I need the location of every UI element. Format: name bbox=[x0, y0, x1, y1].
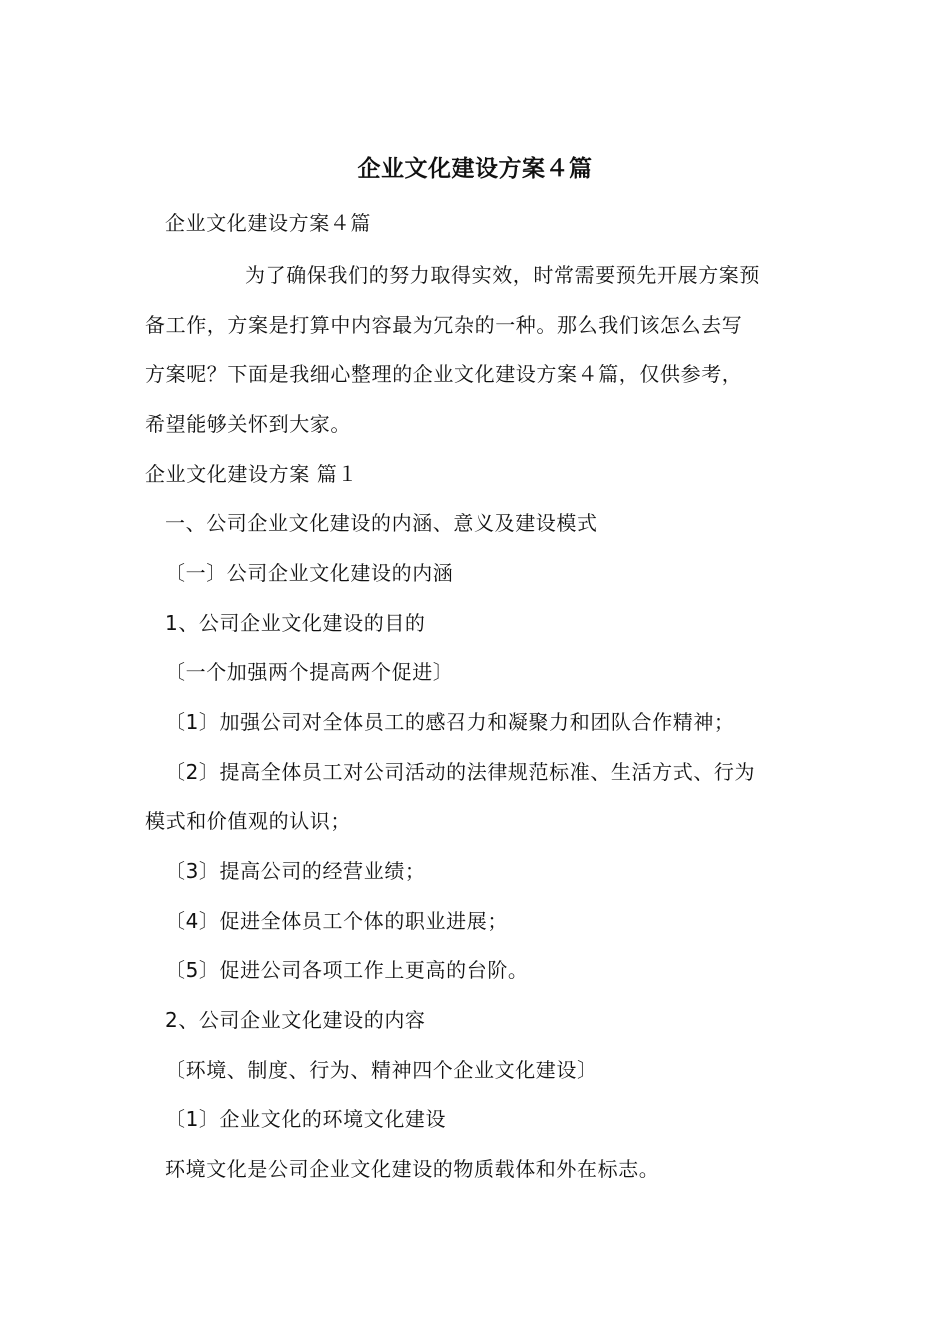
document-title: 企业文化建设方案４篇 bbox=[357, 156, 593, 182]
list-item: 〔1〕企业文化的环境文化建设 bbox=[165, 1107, 447, 1131]
list-item: 〔4〕促进全体员工个体的职业进展； bbox=[165, 909, 508, 933]
list-item: 〔3〕提高公司的经营业绩； bbox=[165, 859, 426, 883]
section-heading: 企业文化建设方案 篇１ bbox=[145, 462, 358, 486]
subtitle-line: 企业文化建设方案４篇 bbox=[165, 211, 371, 235]
list-item: 〔1〕加强公司对全体员工的感召力和凝聚力和团队合作精神； bbox=[165, 710, 735, 734]
heading-level-2: 〔一〕公司企业文化建设的内涵 bbox=[165, 561, 454, 585]
list-item: 〔5〕促进公司各项工作上更高的台阶。 bbox=[165, 958, 529, 982]
heading-level-1: 一、公司企业文化建设的内涵、意义及建设模式 bbox=[165, 511, 598, 535]
heading-level-3: 1、公司企业文化建设的目的 bbox=[165, 611, 426, 635]
intro-line-2: 备工作，方案是打算中内容最为冗杂的一种。那么我们该怎么去写 bbox=[145, 313, 743, 337]
intro-line-4: 希望能够关怀到大家。 bbox=[145, 412, 351, 436]
intro-line-3: 方案呢？下面是我细心整理的企业文化建设方案４篇，仅供参考， bbox=[145, 362, 743, 386]
paragraph-line: 〔一个加强两个提高两个促进〕 bbox=[165, 660, 454, 684]
list-item-continuation: 模式和价值观的认识； bbox=[145, 809, 351, 833]
list-item: 〔2〕提高全体员工对公司活动的法律规范标准、生活方式、行为 bbox=[165, 760, 756, 784]
heading-level-3: 2、公司企业文化建设的内容 bbox=[165, 1008, 426, 1032]
paragraph-line: 〔环境、制度、行为、精神四个企业文化建设〕 bbox=[165, 1058, 598, 1082]
paragraph-line: 环境文化是公司企业文化建设的物质载体和外在标志。 bbox=[165, 1157, 660, 1181]
intro-line-1: 为了确保我们的努力取得实效，时常需要预先开展方案预 bbox=[245, 263, 760, 287]
